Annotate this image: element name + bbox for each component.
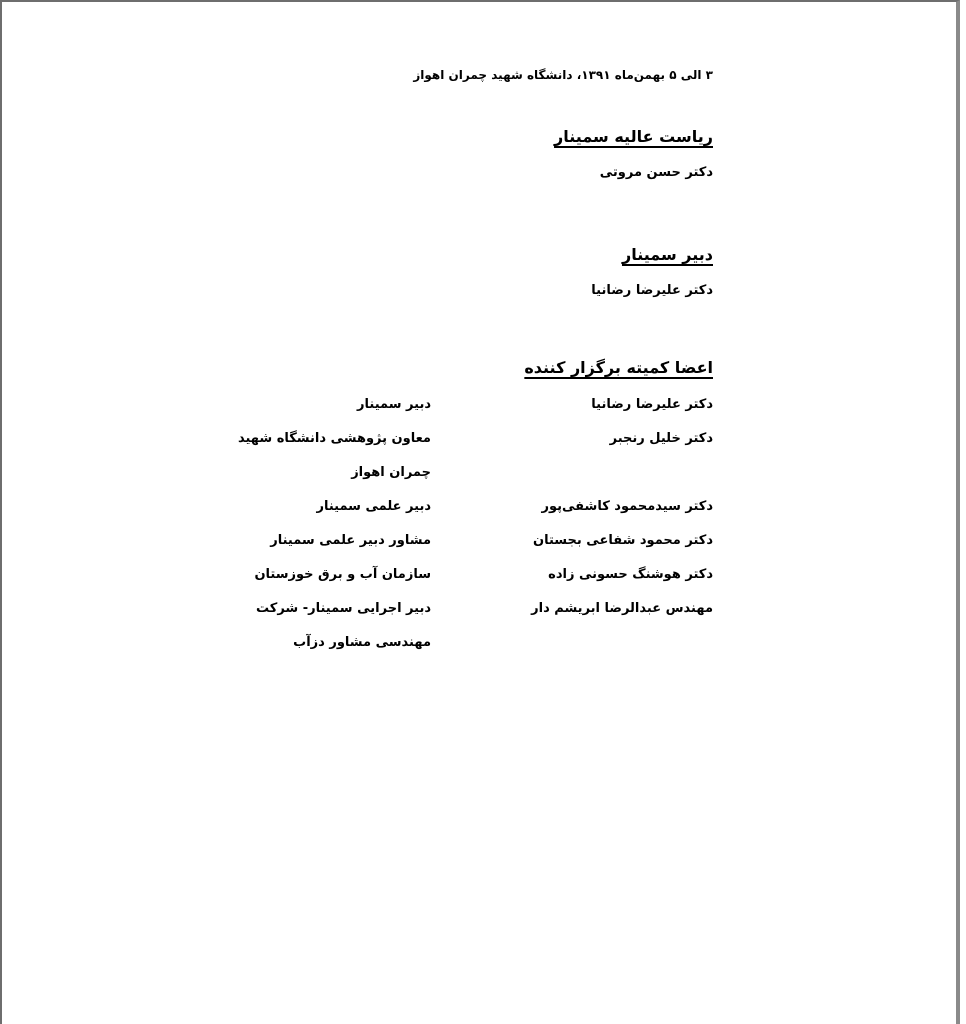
- secretary-heading: دبیر سمینار: [621, 245, 713, 264]
- member-role: دبیر اجرایی سمینار- شرکت: [256, 601, 431, 616]
- chair-heading: ریاست عالیه سمینار: [554, 127, 713, 146]
- member-name: دکتر خلیل رنجبر: [609, 431, 713, 446]
- member-name: دکتر هوشنگ حسونی زاده: [548, 567, 713, 582]
- member-role: معاون پژوهشی دانشگاه شهید: [237, 431, 431, 446]
- member-role-continued: مهندسی مشاور دزآب: [293, 635, 431, 650]
- member-role: سازمان آب و برق خوزستان: [254, 567, 431, 582]
- member-name: دکتر سیدمحمود کاشفی‌پور: [541, 499, 713, 514]
- member-role-continued: چمران اهواز: [351, 465, 431, 480]
- committee-heading: اعضا کمیته برگزار کننده: [524, 358, 713, 377]
- member-name: دکتر علیرضا رضانیا: [591, 397, 713, 412]
- member-role: دبیر علمی سمینار: [316, 499, 431, 514]
- secretary-name: دکتر علیرضا رضانیا: [591, 283, 713, 298]
- date-location-line: ۳ الی ۵ بهمن‌ماه ۱۳۹۱، دانشگاه شهید چمران اهواز: [413, 68, 713, 82]
- member-role: مشاور دبیر علمی سمینار: [270, 533, 431, 548]
- member-name: دکتر محمود شفاعی بجستان: [533, 533, 713, 548]
- member-role: دبیر سمینار: [357, 397, 431, 412]
- member-name: مهندس عبدالرضا ابریشم دار: [531, 601, 713, 616]
- chair-name: دکتر حسن مروتی: [599, 165, 713, 180]
